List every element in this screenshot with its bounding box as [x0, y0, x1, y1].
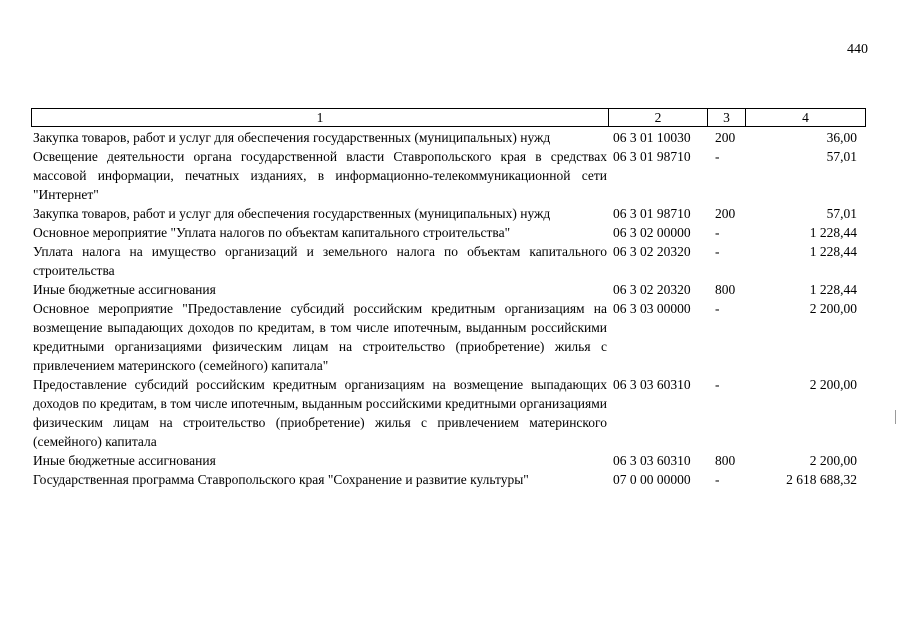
row-sum: 2 200,00 — [809, 453, 857, 468]
scan-edge-mark — [895, 410, 896, 424]
row-code: 06 3 01 98710 — [613, 149, 691, 164]
table-row — [33, 280, 866, 299]
row-sum: 1 228,44 — [809, 225, 857, 240]
row-sum: 2 618 688,32 — [786, 472, 857, 487]
row-code: 06 3 02 20320 — [613, 282, 691, 297]
row-name: Основное мероприятие "Предоставление субсидий российским кредитным организациям на возмещение выпадающих доходов по кредитам, в том числе ипотечным, выданным российскими кредитными организациями физическим лицам на строительство (приобретение) жилья с привлечением материнского (семейного) капитала" — [33, 301, 607, 373]
row-name: Иные бюджетные ассигнования — [33, 282, 216, 297]
row-code: 06 3 01 10030 — [613, 130, 691, 145]
table-row — [33, 299, 866, 375]
row-sum: 2 200,00 — [809, 301, 857, 316]
row-code: 06 3 02 00000 — [613, 225, 691, 240]
row-sum: 57,01 — [826, 149, 857, 164]
row-vr: 800 — [715, 453, 736, 468]
row-name: Основное мероприятие "Уплата налогов по объектам капитального строительства" — [33, 225, 511, 240]
row-sum: 57,01 — [826, 206, 857, 221]
page-number: 440 — [847, 42, 868, 57]
table-row — [33, 147, 866, 204]
row-name: Закупка товаров, работ и услуг для обеспечения государственных (муниципальных) нужд — [33, 130, 551, 145]
header-col-1: 1 — [32, 109, 609, 126]
row-name: Предоставление субсидий российским кредитным организациям на возмещение выпадающих доходов по кредитам, в том числе ипотечным, выданным российскими кредитными организациями физическим лицам на строительство (приобретение) жилья с привлечением материнского (семейного) капитала — [33, 377, 607, 449]
row-sum: 1 228,44 — [809, 244, 857, 259]
row-vr: 200 — [715, 130, 736, 145]
row-vr: - — [715, 225, 720, 240]
table-row — [33, 451, 866, 470]
row-name: Освещение деятельности органа государственной власти Ставропольского края в средствах массовой информации, печатных изданиях, в информационно-телекоммуникационной сети "Интернет" — [33, 149, 607, 202]
row-sum: 36,00 — [826, 130, 857, 145]
row-name: Государственная программа Ставропольского края "Сохранение и развитие культуры" — [33, 472, 529, 487]
row-sum: 2 200,00 — [809, 377, 857, 392]
table-row — [33, 470, 866, 489]
row-vr: 200 — [715, 206, 736, 221]
table-row — [33, 223, 866, 242]
row-code: 06 3 01 98710 — [613, 206, 691, 221]
row-vr: - — [715, 377, 720, 392]
table-row — [33, 242, 866, 280]
table-header — [31, 108, 866, 127]
row-vr: 800 — [715, 282, 736, 297]
header-col-3: 3 — [708, 109, 746, 126]
row-vr: - — [715, 149, 720, 164]
row-sum: 1 228,44 — [809, 282, 857, 297]
row-code: 06 3 03 60310 — [613, 453, 691, 468]
table-row — [33, 375, 866, 451]
row-name: Закупка товаров, работ и услуг для обеспечения государственных (муниципальных) нужд — [33, 206, 551, 221]
row-code: 06 3 02 20320 — [613, 244, 691, 259]
header-col-2: 2 — [609, 109, 708, 126]
table-body — [33, 128, 866, 489]
row-code: 07 0 00 00000 — [613, 472, 691, 487]
header-col-4: 4 — [802, 110, 809, 125]
row-code: 06 3 03 60310 — [613, 377, 691, 392]
table-row — [33, 204, 866, 223]
row-vr: - — [715, 244, 720, 259]
row-name: Уплата налога на имущество организаций и земельного налога по объектам капитального строительства — [33, 244, 607, 278]
row-name: Иные бюджетные ассигнования — [33, 453, 216, 468]
table-row — [33, 128, 866, 147]
row-vr: - — [715, 472, 720, 487]
row-vr: - — [715, 301, 720, 316]
row-code: 06 3 03 00000 — [613, 301, 691, 316]
